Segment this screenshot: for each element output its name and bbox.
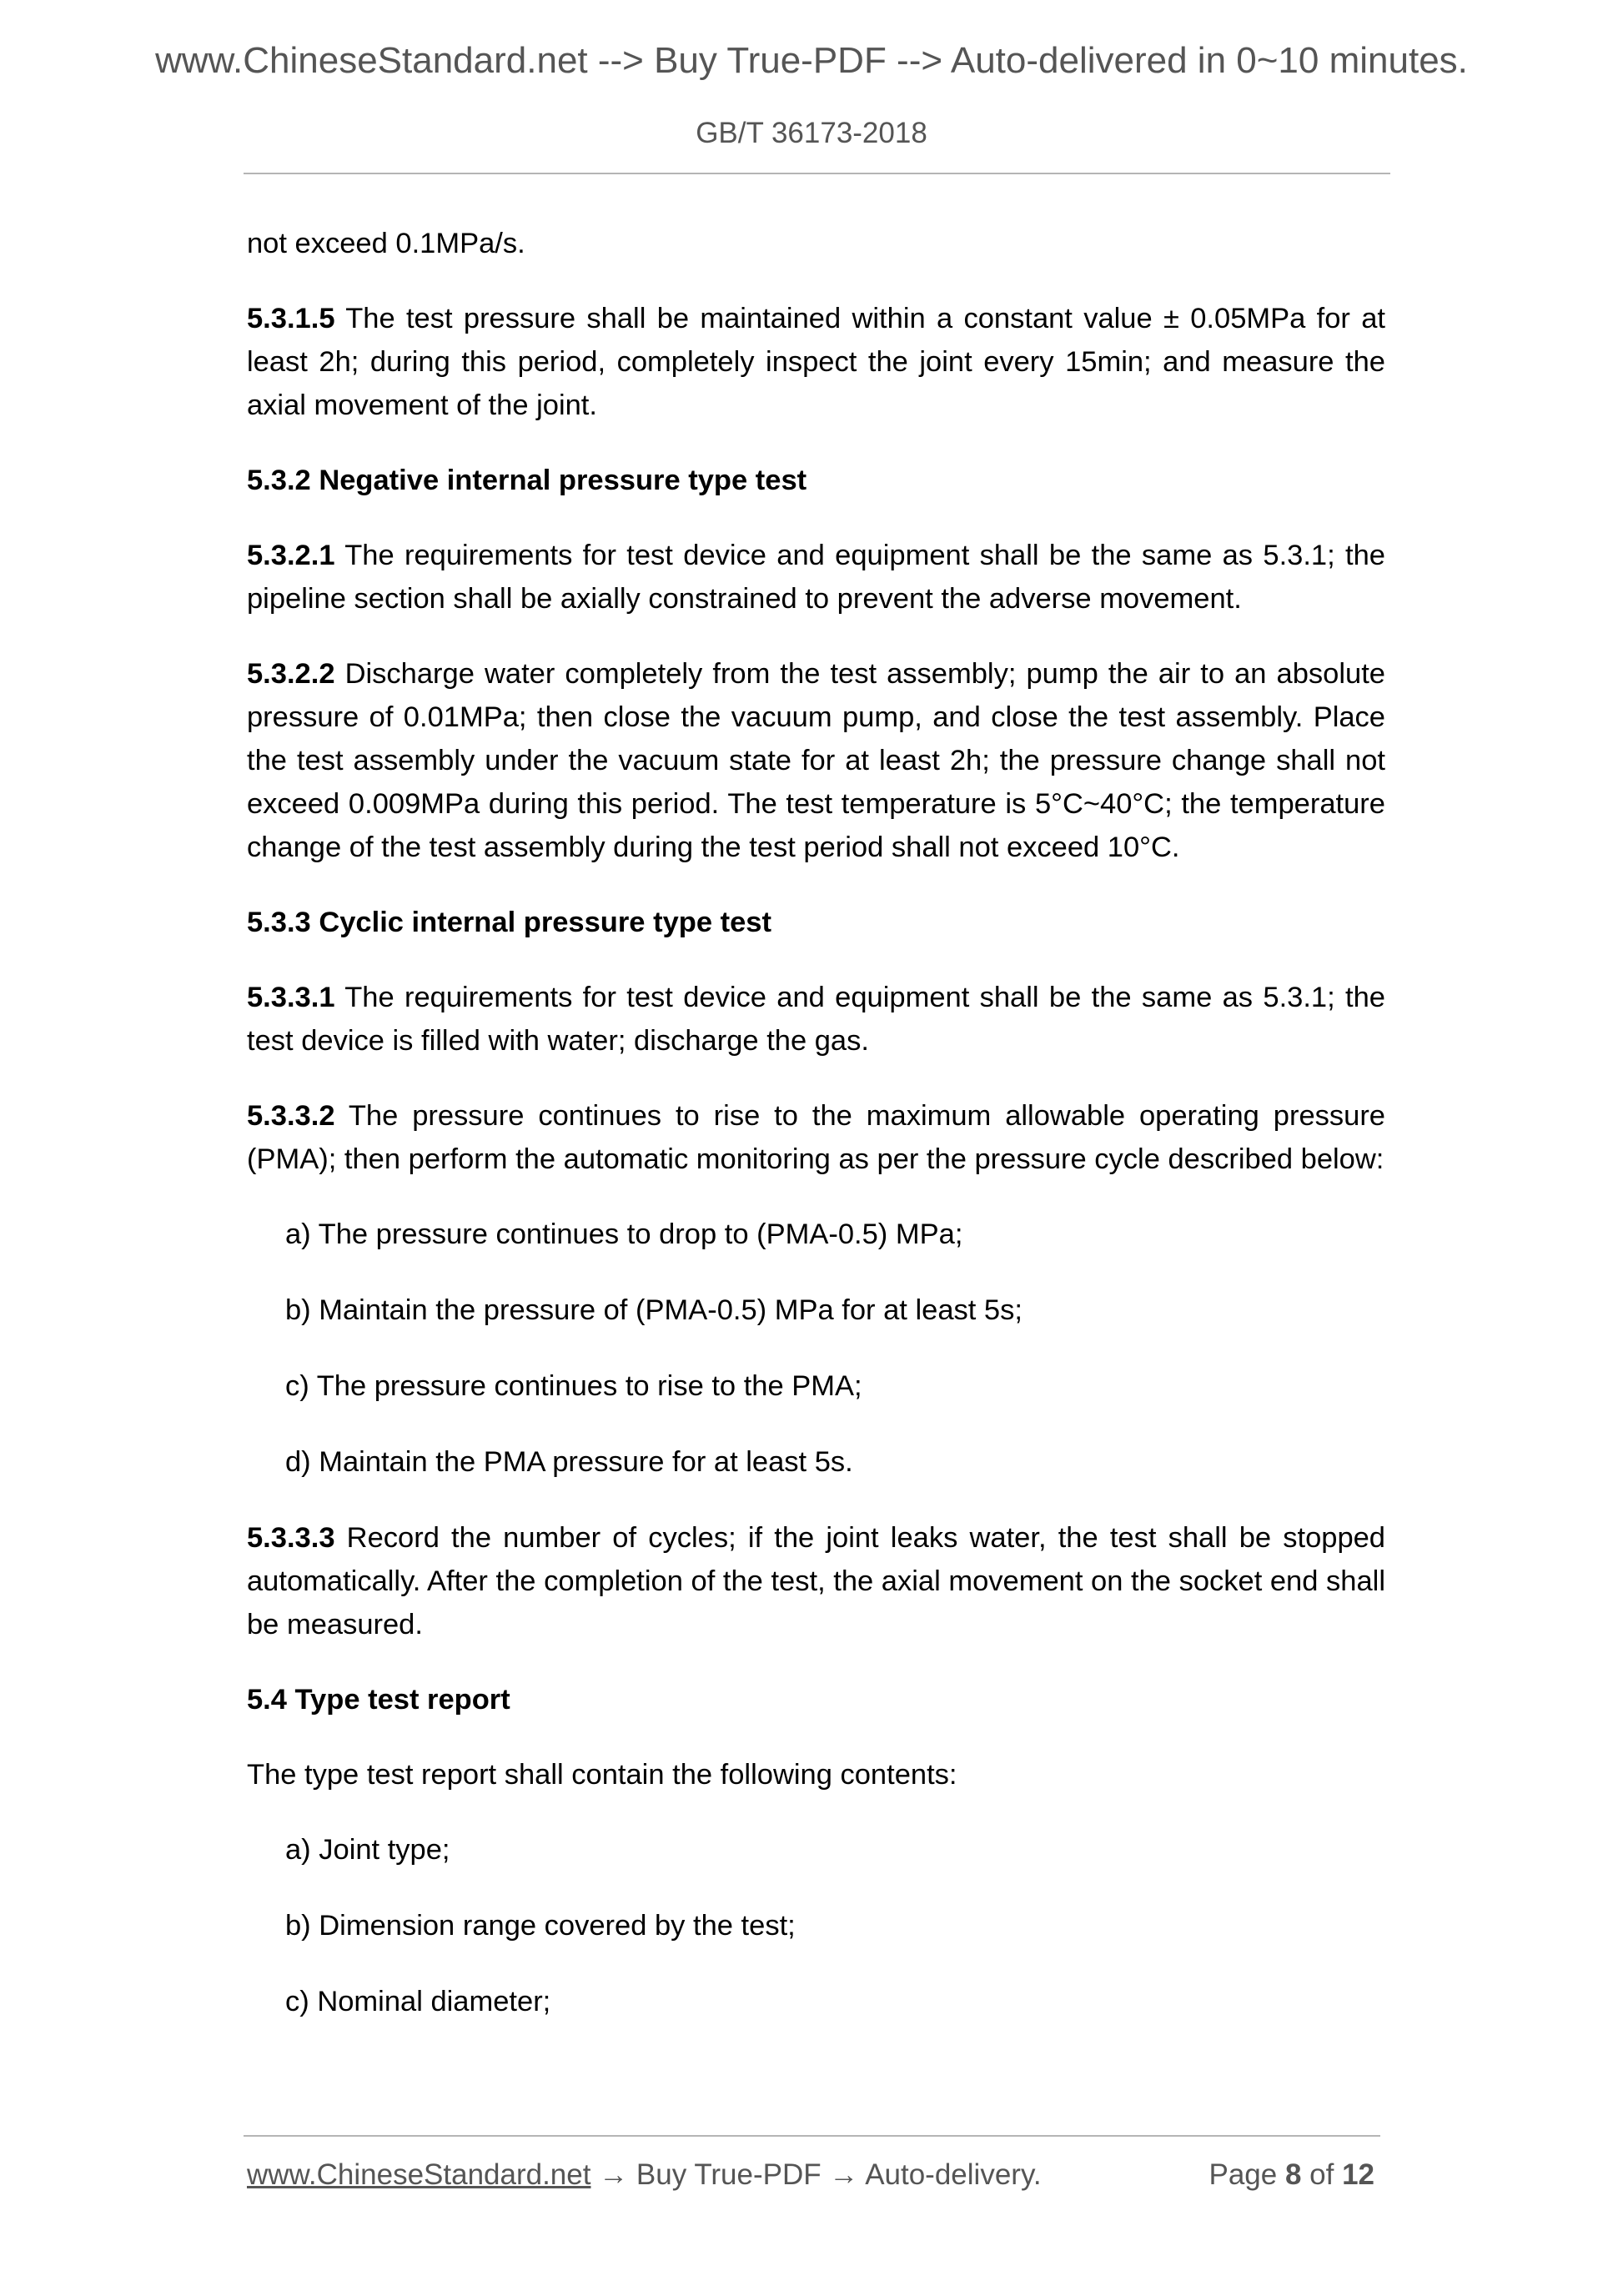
paragraph: The type test report shall contain the following contents: (247, 1759, 957, 1791)
page-label: Page (1208, 2158, 1285, 2191)
clause-text: Record the number of cycles; if the joint leaks water, the test shall be stopped automatically. After the completion of the test, the axial movement on the socket end shall be measured. (247, 1522, 1385, 1640)
footer-delivery-text: Auto-delivery. (865, 2158, 1042, 2191)
arrow-icon: → (821, 2158, 866, 2191)
list-item: a) Joint type; (285, 1834, 450, 1866)
list-item: d) Maintain the PMA pressure for at least 5s. (285, 1446, 853, 1478)
clause-5-3-1-5 (247, 297, 1385, 427)
page-number: 8 (1284, 2158, 1302, 2191)
clause-text: The pressure continues to rise to the maximum allowable operating pressure (PMA); then perform the automatic monitoring as per the pressure cycle described below: (247, 1100, 1385, 1175)
list-item: a) The pressure continues to drop to (PMA-0.5) MPa; (285, 1218, 963, 1250)
arrow-icon: → (590, 2158, 636, 2191)
clause-number: 5.3.2.1 (247, 540, 335, 571)
page-body (247, 222, 1385, 2056)
footer-divider (244, 2135, 1380, 2137)
clause-text: Discharge water completely from the test assembly; pump the air to an absolute pressure of 0.01MPa; then close the vacuum pump, and close the test assembly. Place the test assembly under the vacuum state for at least 2h; the pressure change shall not exceed 0.009MPa during this period. The test temperature is 5°C~40°C; the temperature change of the test assembly during the test period shall not exceed 10°C. (247, 658, 1385, 863)
clause-5-3-2-2 (247, 652, 1385, 869)
section-heading-5-3-3: 5.3.3 Cyclic internal pressure type test (247, 907, 771, 938)
of-label: of (1301, 2158, 1343, 2191)
footer-buy-text: Buy True-PDF (636, 2158, 822, 2191)
clause-number: 5.3.2.2 (247, 658, 335, 690)
page-total: 12 (1342, 2158, 1374, 2191)
clause-number: 5.3.1.5 (247, 303, 335, 334)
clause-number: 5.3.3.2 (247, 1100, 335, 1132)
header-divider (244, 173, 1390, 174)
document-code: GB/T 36173-2018 (696, 117, 927, 149)
paragraph-continuation: not exceed 0.1MPa/s. (247, 228, 525, 259)
clause-5-3-3-3 (247, 1516, 1385, 1646)
clause-number: 5.3.3.1 (247, 982, 335, 1013)
top-banner: www.ChineseStandard.net --> Buy True-PDF --> Auto-delivered in 0~10 minutes. (155, 40, 1468, 81)
list-item: c) Nominal diameter; (285, 1986, 551, 2017)
clause-text: The test pressure shall be maintained within a constant value ± 0.05MPa for at least 2h; during this period, completely inspect the joint every 15min; and measure the axial movement of the joint. (247, 303, 1385, 421)
footer-promo (247, 2158, 1042, 2192)
clause-text: The requirements for test device and equipment shall be the same as 5.3.1; the pipeline section shall be axially constrained to prevent the adverse movement. (247, 540, 1385, 615)
website-link[interactable]: www.ChineseStandard.net (247, 2158, 591, 2191)
section-heading-5-4: 5.4 Type test report (247, 1684, 510, 1716)
clause-text: The requirements for test device and equipment shall be the same as 5.3.1; the test device is filled with water; discharge the gas. (247, 982, 1385, 1057)
list-item: b) Dimension range covered by the test; (285, 1910, 796, 1942)
list-item: c) The pressure continues to rise to the PMA; (285, 1370, 862, 1402)
clause-5-3-3-1 (247, 976, 1385, 1063)
list-item: b) Maintain the pressure of (PMA-0.5) MPa for at least 5s; (285, 1294, 1023, 1326)
clause-5-3-3-2 (247, 1094, 1385, 1181)
clause-5-3-2-1 (247, 534, 1385, 620)
page-indicator (1208, 2158, 1374, 2192)
clause-number: 5.3.3.3 (247, 1522, 335, 1554)
section-heading-5-3-2: 5.3.2 Negative internal pressure type test (247, 465, 807, 496)
